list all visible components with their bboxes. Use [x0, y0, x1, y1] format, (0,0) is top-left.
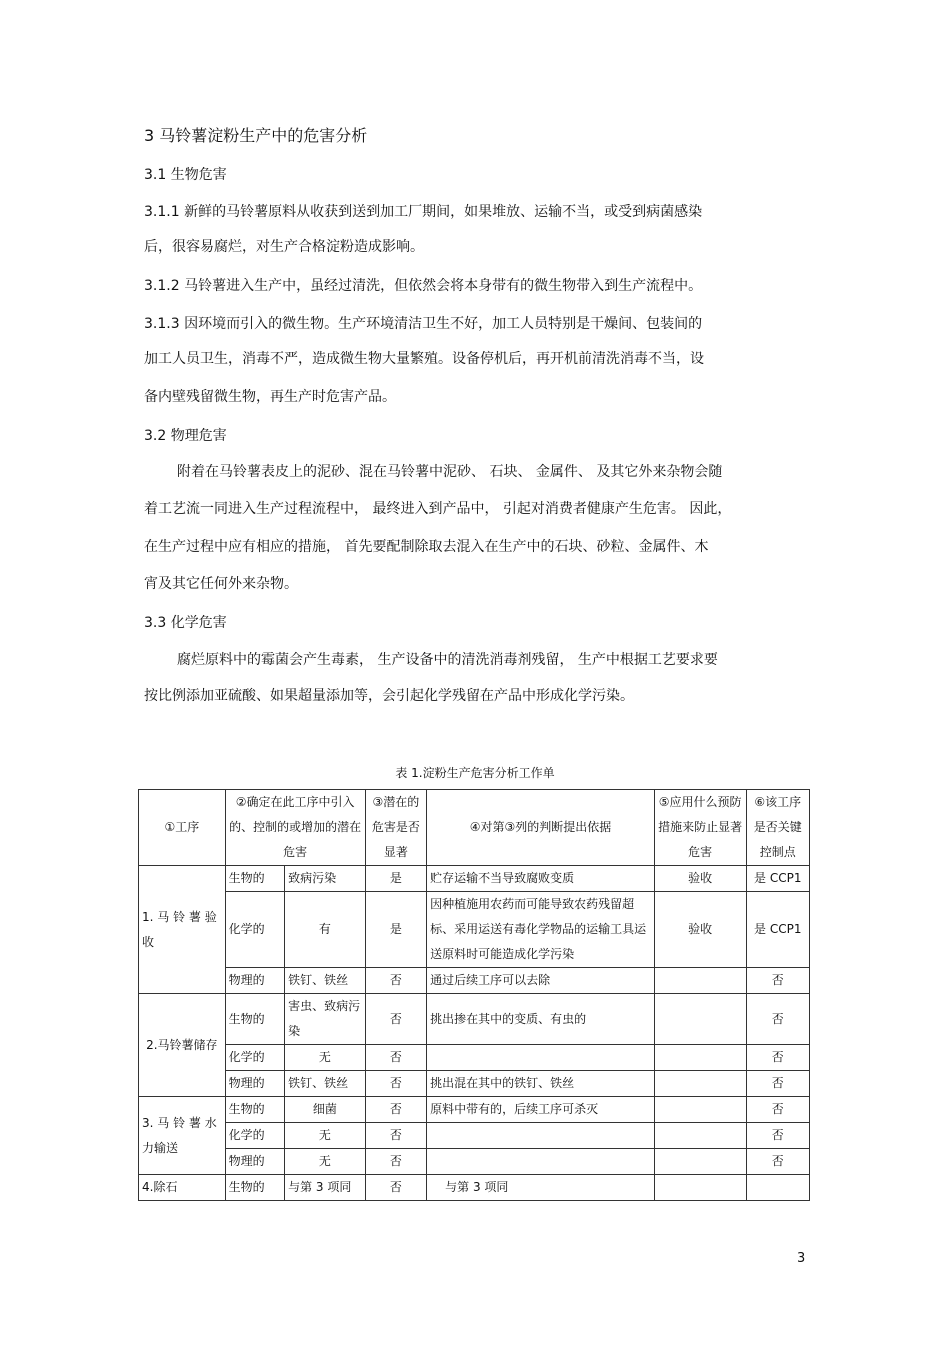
table-row [139, 1071, 810, 1097]
paragraph: 宵及其它任何外来杂物。 [144, 576, 298, 592]
table-cell: 否 [746, 968, 810, 994]
header-cell: ⑥该工序是否关键控制点 [746, 790, 810, 866]
table-cell: 生物的 [225, 1097, 284, 1123]
table-cell: 无 [285, 1045, 366, 1071]
paragraph: 腐烂原料中的霉菌会产生毒素， 生产设备中的清洗消毒剂残留， 生产中根据工艺要求要 [177, 652, 718, 668]
table-row [139, 968, 810, 994]
table-cell [654, 1175, 746, 1201]
header-cell: ②确定在此工序中引入的、控制的或增加的潜在危害 [225, 790, 365, 866]
section-title: 3 马铃薯淀粉生产中的危害分析 [144, 126, 368, 145]
table-row [139, 1149, 810, 1175]
table-cell: 与第 3 项同 [285, 1175, 366, 1201]
table-cell: 铁钉、铁丝 [285, 968, 366, 994]
table-cell: 是 CCP1 [746, 892, 810, 968]
paragraph: 后，很容易腐烂，对生产合格淀粉造成影响。 [144, 239, 424, 255]
table-cell: 否 [746, 1097, 810, 1123]
table-cell [746, 1175, 810, 1201]
table-cell: 无 [285, 1149, 366, 1175]
table-cell [654, 1149, 746, 1175]
table-cell: 通过后续工序可以去除 [427, 968, 655, 994]
table-cell: 验收 [654, 892, 746, 968]
table-cell: 害虫、致病污染 [285, 994, 366, 1045]
table-cell: 验收 [654, 866, 746, 892]
table-cell: 否 [746, 1071, 810, 1097]
table-cell: 无 [285, 1123, 366, 1149]
table-cell: 否 [365, 968, 426, 994]
table-header-row [139, 790, 810, 866]
step-cell: 1. 马 铃 薯 验 收 [139, 866, 226, 994]
header-cell: ③潜在的危害是否显著 [365, 790, 426, 866]
table-row [139, 994, 810, 1045]
heading-3-1: 3.1 生物危害 [144, 167, 227, 183]
table-cell: 化学的 [225, 1123, 284, 1149]
header-cell: ①工序 [139, 790, 226, 866]
paragraph: 3.1.3 因环境而引入的微生物。生产环境清洁卫生不好，加工人员特别是干燥间、包装间的 [144, 316, 703, 332]
table-cell: 生物的 [225, 1175, 284, 1201]
table-row [139, 1045, 810, 1071]
step-cell: 4.除石 [139, 1175, 226, 1201]
table-cell: 否 [746, 1123, 810, 1149]
table-cell: 生物的 [225, 994, 284, 1045]
table-cell: 否 [365, 1175, 426, 1201]
table-cell [654, 1071, 746, 1097]
paragraph: 3.1.2 马铃薯进入生产中，虽经过清洗，但依然会将本身带有的微生物带入到生产流程中。 [144, 278, 703, 294]
table-cell: 否 [365, 1097, 426, 1123]
table-cell: 致病污染 [285, 866, 366, 892]
table-cell [654, 1123, 746, 1149]
table-cell: 物理的 [225, 1149, 284, 1175]
paragraph: 3.1.1 新鲜的马铃薯原料从收获到送到加工厂期间，如果堆放、运输不当，或受到病菌感染 [144, 204, 703, 220]
table-cell: 物理的 [225, 1071, 284, 1097]
table-cell [427, 1045, 655, 1071]
table-cell [427, 1123, 655, 1149]
page-number: 3 [797, 1251, 806, 1266]
heading-3-2: 3.2 物理危害 [144, 428, 227, 444]
table-cell: 铁钉、铁丝 [285, 1071, 366, 1097]
table-cell [654, 1045, 746, 1071]
table-cell: 挑出掺在其中的变质、有虫的 [427, 994, 655, 1045]
table-cell: 细菌 [285, 1097, 366, 1123]
table-cell: 是 [365, 866, 426, 892]
paragraph: 在生产过程中应有相应的措施， 首先要配制除取去混入在生产中的石块、砂粒、金属件、木 [144, 539, 709, 555]
paragraph: 备内壁残留微生物，再生产时危害产品。 [144, 389, 396, 405]
table-row [139, 1097, 810, 1123]
table-cell [654, 994, 746, 1045]
table-cell: 是 CCP1 [746, 866, 810, 892]
paragraph: 按比例添加亚硫酸、如果超量添加等，会引起化学残留在产品中形成化学污染。 [144, 688, 634, 704]
heading-3-3: 3.3 化学危害 [144, 615, 227, 631]
table-cell: 挑出混在其中的铁钉、铁丝 [427, 1071, 655, 1097]
table-cell: 否 [746, 994, 810, 1045]
table-cell: 化学的 [225, 892, 284, 968]
table-row [139, 1123, 810, 1149]
paragraph: 加工人员卫生，消毒不严，造成微生物大量繁殖。设备停机后，再开机前清洗消毒不当，设 [144, 351, 704, 367]
table-cell: 否 [365, 1045, 426, 1071]
paragraph: 着工艺流一同进入生产过程流程中， 最终进入到产品中， 引起对消费者健康产生危害。 因此， [144, 501, 732, 517]
table-cell [427, 1149, 655, 1175]
header-cell: ⑤应用什么预防措施来防止显著危害 [654, 790, 746, 866]
table-cell: 生物的 [225, 866, 284, 892]
table-cell: 否 [365, 1071, 426, 1097]
table-cell [654, 968, 746, 994]
table-row [139, 892, 810, 968]
table-cell: 原料中带有的，后续工序可杀灭 [427, 1097, 655, 1123]
table-cell: 贮存运输不当导致腐败变质 [427, 866, 655, 892]
header-cell: ④对第③列的判断提出依据 [427, 790, 655, 866]
hazard-analysis-table [138, 789, 810, 1201]
table-cell: 化学的 [225, 1045, 284, 1071]
table-cell: 否 [365, 1149, 426, 1175]
table-row [139, 1175, 810, 1201]
table-cell: 否 [746, 1045, 810, 1071]
paragraph: 附着在马铃薯表皮上的泥砂、混在马铃薯中泥砂、 石块、 金属件、 及其它外来杂物会随 [177, 464, 723, 480]
step-cell: 3. 马 铃 薯 水 力输送 [139, 1097, 226, 1175]
table-cell: 与第 3 项同 [427, 1175, 655, 1201]
table-cell: 物理的 [225, 968, 284, 994]
step-cell: 2.马铃薯储存 [139, 994, 226, 1097]
table-cell: 否 [365, 994, 426, 1045]
table-cell [654, 1097, 746, 1123]
table-cell: 有 [285, 892, 366, 968]
table-cell: 否 [365, 1123, 426, 1149]
table-caption: 表 1.淀粉生产危害分析工作单 [395, 766, 555, 780]
table-cell: 是 [365, 892, 426, 968]
table-cell: 因种植施用农药而可能导致农药残留超标、采用运送有毒化学物品的运输工具运送原料时可能造成化学污染 [427, 892, 655, 968]
table-cell: 否 [746, 1149, 810, 1175]
table-row [139, 866, 810, 892]
